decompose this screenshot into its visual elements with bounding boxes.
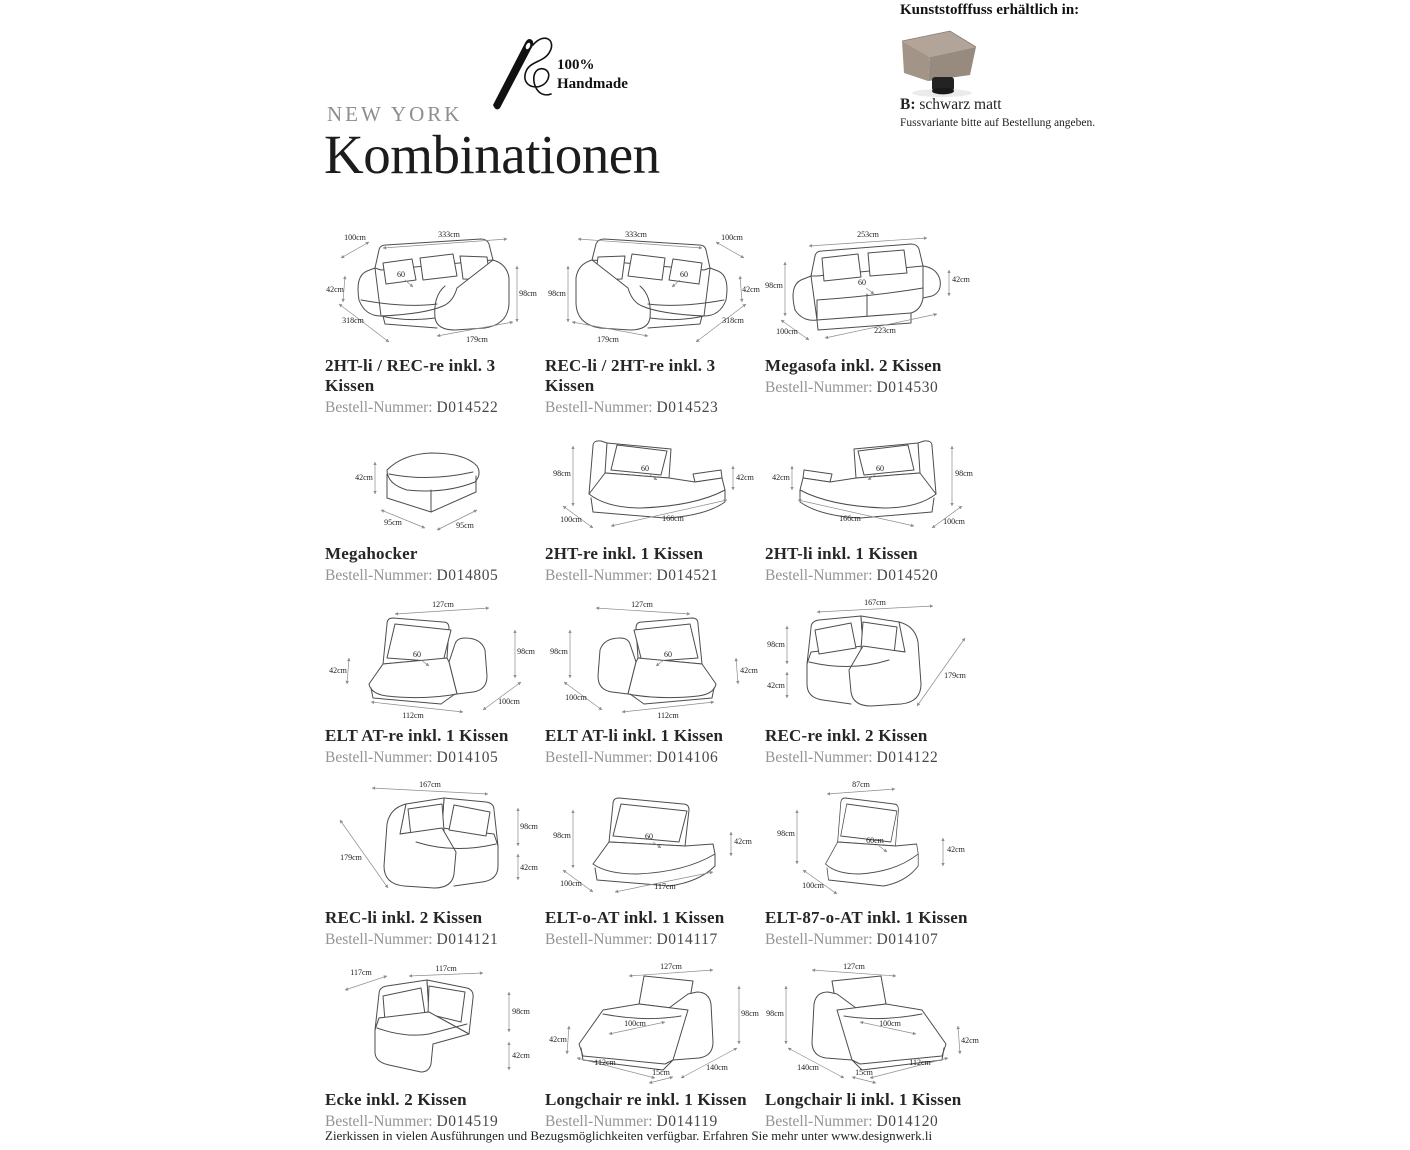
badge-line2: Handmade: [557, 76, 628, 92]
product-name: Megasofa inkl. 2 Kissen: [765, 356, 942, 375]
order-label: Bestell-Nummer:: [545, 567, 653, 584]
product-card-d014805: [325, 418, 540, 585]
dim-label: 42cm: [772, 473, 790, 482]
dim-label: 98cm: [520, 822, 538, 831]
dim-label: 42cm: [549, 1035, 567, 1044]
dim-label: 100cm: [344, 233, 366, 242]
dim-label: 42cm: [329, 666, 347, 675]
dim-label: 179cm: [597, 335, 619, 344]
product-drawing: [765, 230, 980, 352]
dim-label: 333cm: [438, 230, 460, 239]
order-label: Bestell-Nummer:: [545, 1113, 653, 1130]
series-name: NEW YORK: [327, 102, 463, 126]
dim-label: 127cm: [843, 962, 865, 971]
order-label: Bestell-Nummer:: [545, 749, 653, 766]
dim-label: 167cm: [419, 780, 441, 789]
order-label: Bestell-Nummer:: [325, 749, 433, 766]
product-card-d014522: [325, 230, 540, 417]
dim-label: 98cm: [767, 640, 785, 649]
product-name: 2HT-re inkl. 1 Kissen: [545, 544, 704, 563]
dim-label: 253cm: [857, 230, 879, 239]
order-label: Bestell-Nummer:: [325, 567, 433, 584]
order-label: Bestell-Nummer:: [765, 931, 873, 948]
product-card-d014119: [545, 964, 760, 1131]
order-number: D014106: [656, 749, 719, 766]
product-card-d014122: [765, 600, 980, 767]
dim-label: 223cm: [874, 326, 896, 335]
dim-label: 166cm: [662, 514, 684, 523]
dim-label: 98cm: [517, 647, 535, 656]
product-order: [325, 749, 540, 767]
dim-label: 100cm: [721, 233, 743, 242]
product-order: [325, 399, 540, 417]
product-order: [325, 567, 540, 585]
dim-label: 42cm: [326, 285, 344, 294]
footer-note: Zierkissen in vielen Ausführungen und Bezugsmöglichkeiten verfügbar. Erfahren Sie mehr unter www.designwerk.li: [325, 1128, 933, 1143]
plastic-foot-photo: [900, 29, 984, 99]
product-name: Ecke inkl. 2 Kissen: [325, 1090, 467, 1109]
badge-line1: 100%: [557, 57, 595, 73]
dim-label: 179cm: [340, 853, 362, 862]
dim-label: 98cm: [777, 829, 795, 838]
handmade-badge: [557, 56, 628, 94]
product-name: REC-li / 2HT-re inkl. 3 Kissen: [545, 356, 716, 395]
order-number: D014519: [436, 1113, 499, 1130]
dim-label: 42cm: [512, 1051, 530, 1060]
order-number: D014117: [656, 931, 718, 948]
dim-label: 98cm: [553, 831, 571, 840]
order-number: D014105: [436, 749, 499, 766]
dim-label: 318cm: [722, 316, 744, 325]
dim-label: 100cm: [802, 881, 824, 890]
dim-label: 98cm: [765, 281, 783, 290]
dim-label: 318cm: [342, 316, 364, 325]
product-drawing: [325, 230, 540, 352]
product-order: [325, 931, 540, 949]
dim-label: 42cm: [767, 681, 785, 690]
dim-label: 100cm: [879, 1019, 901, 1028]
product-drawing: [765, 782, 980, 904]
dim-label: 98cm: [548, 289, 566, 298]
product-card-d014519: [325, 964, 540, 1131]
dim-label: 42cm: [742, 285, 760, 294]
dim-label: 140cm: [797, 1063, 819, 1072]
product-card-d014117: [545, 782, 760, 949]
dim-label: 42cm: [961, 1036, 979, 1045]
foot-variant: [900, 96, 1002, 114]
order-number: D014523: [656, 399, 719, 416]
dim-label: 60: [680, 270, 688, 279]
dim-label: 100cm: [776, 327, 798, 336]
order-label: Bestell-Nummer:: [325, 931, 433, 948]
dim-label: 179cm: [944, 671, 966, 680]
product-order: [545, 749, 760, 767]
order-number: D014530: [876, 379, 939, 396]
dim-label: 100cm: [560, 515, 582, 524]
page-title: Kombinationen: [324, 124, 660, 185]
dim-label: 100cm: [498, 697, 520, 706]
product-drawing: [765, 964, 980, 1086]
product-name: Longchair re inkl. 1 Kissen: [545, 1090, 747, 1109]
product-name: ELT AT-re inkl. 1 Kissen: [325, 726, 509, 745]
dim-label: 98cm: [550, 647, 568, 656]
product-name: ELT-87-o-AT inkl. 1 Kissen: [765, 908, 968, 927]
order-label: Bestell-Nummer:: [765, 379, 873, 396]
foot-note: Fussvariante bitte auf Bestellung angeben.: [900, 117, 1096, 129]
product-name: REC-li inkl. 2 Kissen: [325, 908, 483, 927]
dim-label: 60: [645, 832, 653, 841]
dim-label: 112cm: [594, 1058, 616, 1067]
product-drawing: [545, 600, 760, 722]
dim-label: 117cm: [654, 882, 676, 891]
product-name: REC-re inkl. 2 Kissen: [765, 726, 928, 745]
dim-label: 166cm: [839, 514, 861, 523]
dim-label: 100cm: [624, 1019, 646, 1028]
dim-label: 60: [664, 650, 672, 659]
order-label: Bestell-Nummer:: [545, 399, 653, 416]
order-label: Bestell-Nummer:: [765, 567, 873, 584]
dim-label: 42cm: [947, 845, 965, 854]
foot-variant-value: schwarz matt: [919, 96, 1002, 113]
order-number: D014120: [876, 1113, 939, 1130]
dim-label: 98cm: [766, 1009, 784, 1018]
dim-label: 333cm: [625, 230, 647, 239]
product-card-d014523: [545, 230, 760, 417]
product-drawing: [545, 418, 760, 540]
dim-label: 42cm: [740, 666, 758, 675]
product-order: [545, 567, 760, 585]
foot-variant-label: B:: [900, 96, 916, 113]
dim-label: 100cm: [943, 517, 965, 526]
product-name: 2HT-li / REC-re inkl. 3 Kissen: [325, 356, 496, 395]
product-drawing: [325, 782, 540, 904]
order-label: Bestell-Nummer:: [545, 931, 653, 948]
dim-label: 98cm: [519, 289, 537, 298]
dim-label: 42cm: [734, 837, 752, 846]
order-number: D014805: [436, 567, 499, 584]
order-number: D014520: [876, 567, 939, 584]
dim-label: 127cm: [432, 600, 454, 609]
product-order: [765, 567, 980, 585]
product-drawing: [765, 600, 980, 722]
order-label: Bestell-Nummer:: [325, 1113, 433, 1130]
product-name: ELT-o-AT inkl. 1 Kissen: [545, 908, 725, 927]
dim-label: 179cm: [466, 335, 488, 344]
dim-label: 100cm: [560, 879, 582, 888]
dim-label: 60: [413, 650, 421, 659]
product-card-d014521: [545, 418, 760, 585]
dim-label: 98cm: [955, 469, 973, 478]
order-number: D014521: [656, 567, 719, 584]
order-number: D014121: [436, 931, 499, 948]
order-label: Bestell-Nummer:: [765, 749, 873, 766]
dim-label: 60cm: [866, 836, 884, 845]
order-number: D014119: [656, 1113, 718, 1130]
product-drawing: [325, 418, 540, 540]
dim-label: 100cm: [565, 693, 587, 702]
dim-label: 60: [876, 464, 884, 473]
dim-label: 95cm: [456, 521, 474, 530]
product-card-d014107: [765, 782, 980, 949]
handmade-needle-logo-icon: [487, 33, 553, 111]
dim-label: 87cm: [852, 780, 870, 789]
product-card-d014121: [325, 782, 540, 949]
dim-label: 98cm: [512, 1007, 530, 1016]
dim-label: 98cm: [553, 469, 571, 478]
dim-label: 167cm: [864, 598, 886, 607]
dim-label: 112cm: [402, 711, 424, 720]
product-drawing: [545, 782, 760, 904]
product-card-d014105: [325, 600, 540, 767]
product-name: ELT AT-li inkl. 1 Kissen: [545, 726, 724, 745]
order-number: D014522: [436, 399, 499, 416]
dim-label: 95cm: [384, 518, 402, 527]
dim-label: 112cm: [657, 711, 679, 720]
dim-label: 127cm: [631, 600, 653, 609]
dim-label: 60: [397, 270, 405, 279]
dim-label: 140cm: [706, 1063, 728, 1072]
product-card-d014120: [765, 964, 980, 1131]
product-drawing: [325, 600, 540, 722]
dim-label: 60: [641, 464, 649, 473]
dim-label: 42cm: [520, 863, 538, 872]
product-order: [545, 931, 760, 949]
order-label: Bestell-Nummer:: [765, 1113, 873, 1130]
product-card-d014106: [545, 600, 760, 767]
dim-label: 15cm: [652, 1068, 670, 1077]
order-number: D014122: [876, 749, 939, 766]
dim-label: 98cm: [741, 1009, 759, 1018]
product-order: [545, 399, 760, 417]
product-drawing: [765, 418, 980, 540]
product-order: [765, 931, 980, 949]
product-name: 2HT-li inkl. 1 Kissen: [765, 544, 918, 563]
product-drawing: [325, 964, 540, 1086]
product-card-d014530: [765, 230, 980, 397]
dim-label: 127cm: [660, 962, 682, 971]
order-number: D014107: [876, 931, 939, 948]
product-card-d014520: [765, 418, 980, 585]
order-label: Bestell-Nummer:: [325, 399, 433, 416]
dim-label: 112cm: [909, 1058, 931, 1067]
product-name: Megahocker: [325, 544, 418, 563]
dim-label: 117cm: [350, 968, 372, 977]
dim-label: 42cm: [952, 275, 970, 284]
product-drawing: [545, 230, 760, 352]
dim-label: 117cm: [435, 964, 457, 973]
product-drawing: [545, 964, 760, 1086]
dim-label: 42cm: [736, 473, 754, 482]
product-order: [765, 749, 980, 767]
dim-label: 15cm: [855, 1068, 873, 1077]
product-name: Longchair li inkl. 1 Kissen: [765, 1090, 962, 1109]
dim-label: 42cm: [355, 473, 373, 482]
product-order: [765, 379, 980, 397]
foot-info-title: Kunststofffuss erhältlich in:: [900, 2, 1080, 18]
dim-label: 60: [858, 278, 866, 287]
